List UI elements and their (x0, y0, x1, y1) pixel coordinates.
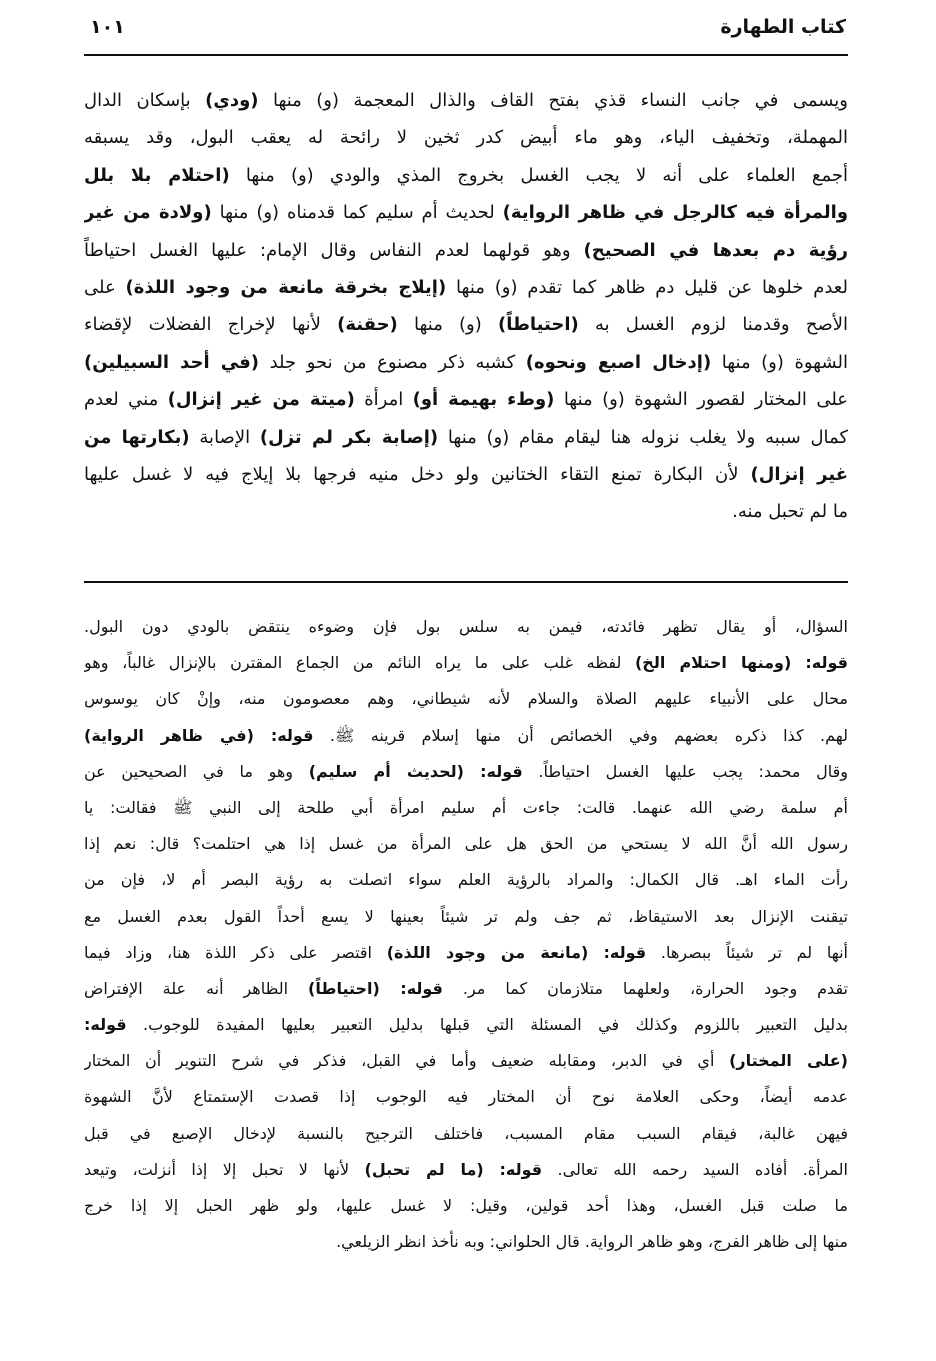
bold-matn-quote: قوله: (في ظاهر الرواية) (84, 725, 314, 745)
text-line (84, 862, 848, 898)
text-segment: بدليل التعبير باللزوم وكذلك في المسئلة التي قبلها بدليل التعبير بعليها المفيدة للوجوب. (126, 1015, 848, 1035)
text-segment: لفظه غلب على ما يراه النائم من الجماع المقترن بالإنزال غالباً، وهو (84, 653, 635, 673)
text-line (84, 645, 848, 681)
text-line (84, 493, 848, 530)
text-line (84, 1224, 848, 1260)
text-line (84, 681, 848, 717)
bold-matn-quote: قوله: (مانعة من وجود اللذة) (386, 942, 647, 962)
bold-matn-quote: (ودي) (205, 90, 259, 111)
text-line (84, 157, 848, 194)
bold-matn-quote: (وطء بهيمة أو) (412, 389, 555, 411)
text-line (84, 754, 848, 790)
text-line (84, 1188, 848, 1224)
text-segment: فيهن غالبة، فيقام السبب مقام المسبب، فاختلف الترجيح بالنسبة لإدخال الإصبع في قبل (84, 1123, 848, 1143)
bold-matn-quote: غير إنزال) (750, 463, 848, 485)
footnote-separator (84, 581, 848, 583)
bold-matn-quote: (ولادة من غير (84, 202, 212, 224)
text-segment: لعدم خلوها عن قليل دم ظاهر كما تقدم (و) منها (446, 276, 848, 298)
text-segment: وهو قولهما لعدم النفاس وقال الإمام: عليها الغسل احتياطاً (84, 239, 584, 261)
text-segment: السؤال، أو يقال تظهر فائدته، فيمن به سلس بول فإن وضوءه ينتقض بالودي دون البول. (84, 617, 848, 636)
bold-matn-quote: (إصابة بكر لم تزل) (259, 426, 439, 448)
text-line (84, 82, 848, 119)
bold-matn-quote: قوله: (84, 1015, 127, 1035)
text-segment: عدمه أيضاً، وحكى العلامة نوح أن المختار فيه الوجوب إذا قصدت الإستمتاع لأنَّ الشهوة (84, 1087, 848, 1107)
text-segment: لحديث أم سليم كما قدمناه (و) منها (211, 202, 503, 224)
text-segment: ما لم تحبل منه. (732, 501, 848, 523)
text-segment: محال على الأنبياء عليهم الصلاة والسلام لأنه شيطاني، وهم معصومون منه، وإنْ كان يوسوس (84, 689, 848, 709)
running-header-title: كتاب الطهارة (720, 16, 846, 38)
text-segment: امرأة (354, 389, 413, 411)
text-segment: على المختار لقصور الشهوة (و) منها (554, 389, 848, 411)
text-segment: تقدم وجود الحرارة، ولعلهما متلازمان كما مر. (442, 978, 848, 998)
text-line (84, 971, 848, 1007)
text-segment: أنها لم تر شيئاً ببصرها. (646, 942, 848, 962)
bold-matn-quote: (إدخال اصبع ونحوه) (525, 351, 712, 373)
bold-matn-quote: (إيلاج بخرقة مانعة من وجود اللذة) (125, 276, 447, 298)
bold-matn-quote: (احتلام بلا بلل (84, 164, 230, 186)
text-segment: ما صلت قبل الغسل، وهذا أحد قولين، وقيل: لا غسل عليها، ولو ظهر الحبل إلا إذا خرج (84, 1196, 848, 1215)
bold-matn-quote: قوله: (لحديث أم سليم) (308, 761, 523, 781)
text-segment: منها إلى ظاهر الفرج، وهو ظاهر الرواية. قال الحلواني: وبه نأخذ انظر الزيلعي. (336, 1232, 848, 1252)
text-segment: أم سلمة رضي الله عنهما. قالت: جاءت أم سليم امرأة أبي طلحة إلى النبي ﷺ فقالت: يا (84, 797, 848, 817)
bold-matn-quote: قوله: (ما لم تحبل) (364, 1159, 543, 1179)
text-line (84, 1116, 848, 1152)
text-line (84, 790, 848, 826)
text-segment: بإسكان الدال (84, 90, 206, 111)
text-segment: ويسمى في جانب النساء قذي بفتح القاف والذال المعجمة (و) منها (258, 90, 848, 111)
text-segment: كمال سببه ولا يغلب نزوله هنا ليقام مقام (و) منها (438, 426, 848, 448)
text-segment: وهو ما في الصحيحين عن (84, 761, 309, 781)
header-rule (84, 54, 848, 56)
text-segment: (و) منها (397, 314, 498, 336)
text-line (84, 609, 848, 645)
page-number: ١٠١ (90, 16, 125, 38)
text-segment: لهم. كذا ذكره بعضهم وفي الخصائص أن منها إسلام قرينه ﷺ. (313, 725, 848, 745)
text-line (84, 269, 848, 306)
bold-matn-quote: رؤية دم بعدها في الصحيح) (583, 239, 848, 261)
text-segment: الأصح وقدمنا لزوم الغسل به (578, 314, 848, 336)
bold-matn-quote: (حقنة) (337, 314, 398, 336)
text-line (84, 419, 848, 456)
bold-matn-quote: (بكارتها من (84, 426, 190, 448)
text-segment: الظاهر أنه علة الإفتراض (84, 978, 309, 998)
text-segment: رسول الله أنَّ الله لا يستحي من الحق هل على المرأة من غسل إذا هي احتلمت؟ قال: نعم إذا (84, 834, 848, 854)
text-segment: وقال محمد: يجب عليها الغسل احتياطاً. (522, 761, 848, 781)
text-segment: رأت الماء اهـ. قال الكمال: والمراد بالرؤية العلم سواء اتصلت به رؤية البصر أم لا، فإن من (84, 870, 848, 890)
text-line (84, 119, 848, 156)
text-segment: على (84, 276, 126, 298)
text-segment: لأنها لإخراج الفضلات لإقضاء (84, 314, 338, 336)
text-segment: تيقنت الإنزال بعد الاستيقاظ، ثم جف ولم تر شيئاً بعينها لا يسع أحداً القول بعدم الغسل مع (84, 906, 848, 926)
text-line (84, 456, 848, 493)
text-line (84, 344, 848, 381)
footnote-text (84, 609, 848, 1260)
bold-matn-quote: (احتياطاً) (497, 314, 579, 336)
bold-matn-quote: قوله: (احتياطاً) (308, 978, 443, 998)
text-line (84, 1007, 848, 1043)
text-segment: المهملة، وتخفيف الياء، وهو ماء أبيض كدر ثخين لا رائحة له يعقب البول، وقد يسبقه (84, 127, 848, 149)
text-line (84, 194, 848, 231)
text-line (84, 1079, 848, 1115)
text-line (84, 826, 848, 862)
text-segment: لأن البكارة تمنع التقاء الختانين ولو دخل منيه فرجها بلا إيلاج فيه لا غسل عليها (84, 463, 751, 485)
bold-matn-quote: قوله: (ومنها احتلام الخ) (634, 653, 848, 673)
text-segment: أي في الدبر، ومقابله ضعيف وأما في القبل، فذكر في شرح التنوير أن المختار (84, 1051, 730, 1071)
text-line (84, 306, 848, 343)
text-segment: لأنها لا تحبل إلا إذا أنزلت، وتيعد (84, 1159, 365, 1179)
main-text (84, 82, 848, 531)
text-segment: الإصابة (189, 426, 260, 448)
bold-matn-quote: (في أحد السبيلين) (84, 351, 260, 373)
text-line (84, 935, 848, 971)
bold-matn-quote: (ميتة من غير إنزال) (167, 389, 355, 411)
text-segment: الشهوة (و) منها (711, 351, 848, 373)
text-segment: كشبه ذكر مصنوع من نحو جلد (259, 351, 526, 373)
text-line (84, 1152, 848, 1188)
bold-matn-quote: (على المختار) (729, 1051, 848, 1071)
bold-matn-quote: والمرأة فيه كالرجل في ظاهر الرواية) (502, 202, 848, 224)
text-line (84, 1043, 848, 1079)
text-line (84, 232, 848, 269)
text-segment: أجمع العلماء على أنه لا يجب الغسل بخروج المذي والودي (و) منها (229, 164, 848, 186)
text-segment: المرأة. أفاده السيد رحمه الله تعالى. (542, 1159, 848, 1179)
text-line (84, 899, 848, 935)
text-segment: مني لعدم (84, 389, 168, 411)
text-line (84, 718, 848, 754)
text-line (84, 381, 848, 418)
text-segment: اقتصر على ذكر اللذة هنا، وزاد فيما (84, 942, 387, 962)
